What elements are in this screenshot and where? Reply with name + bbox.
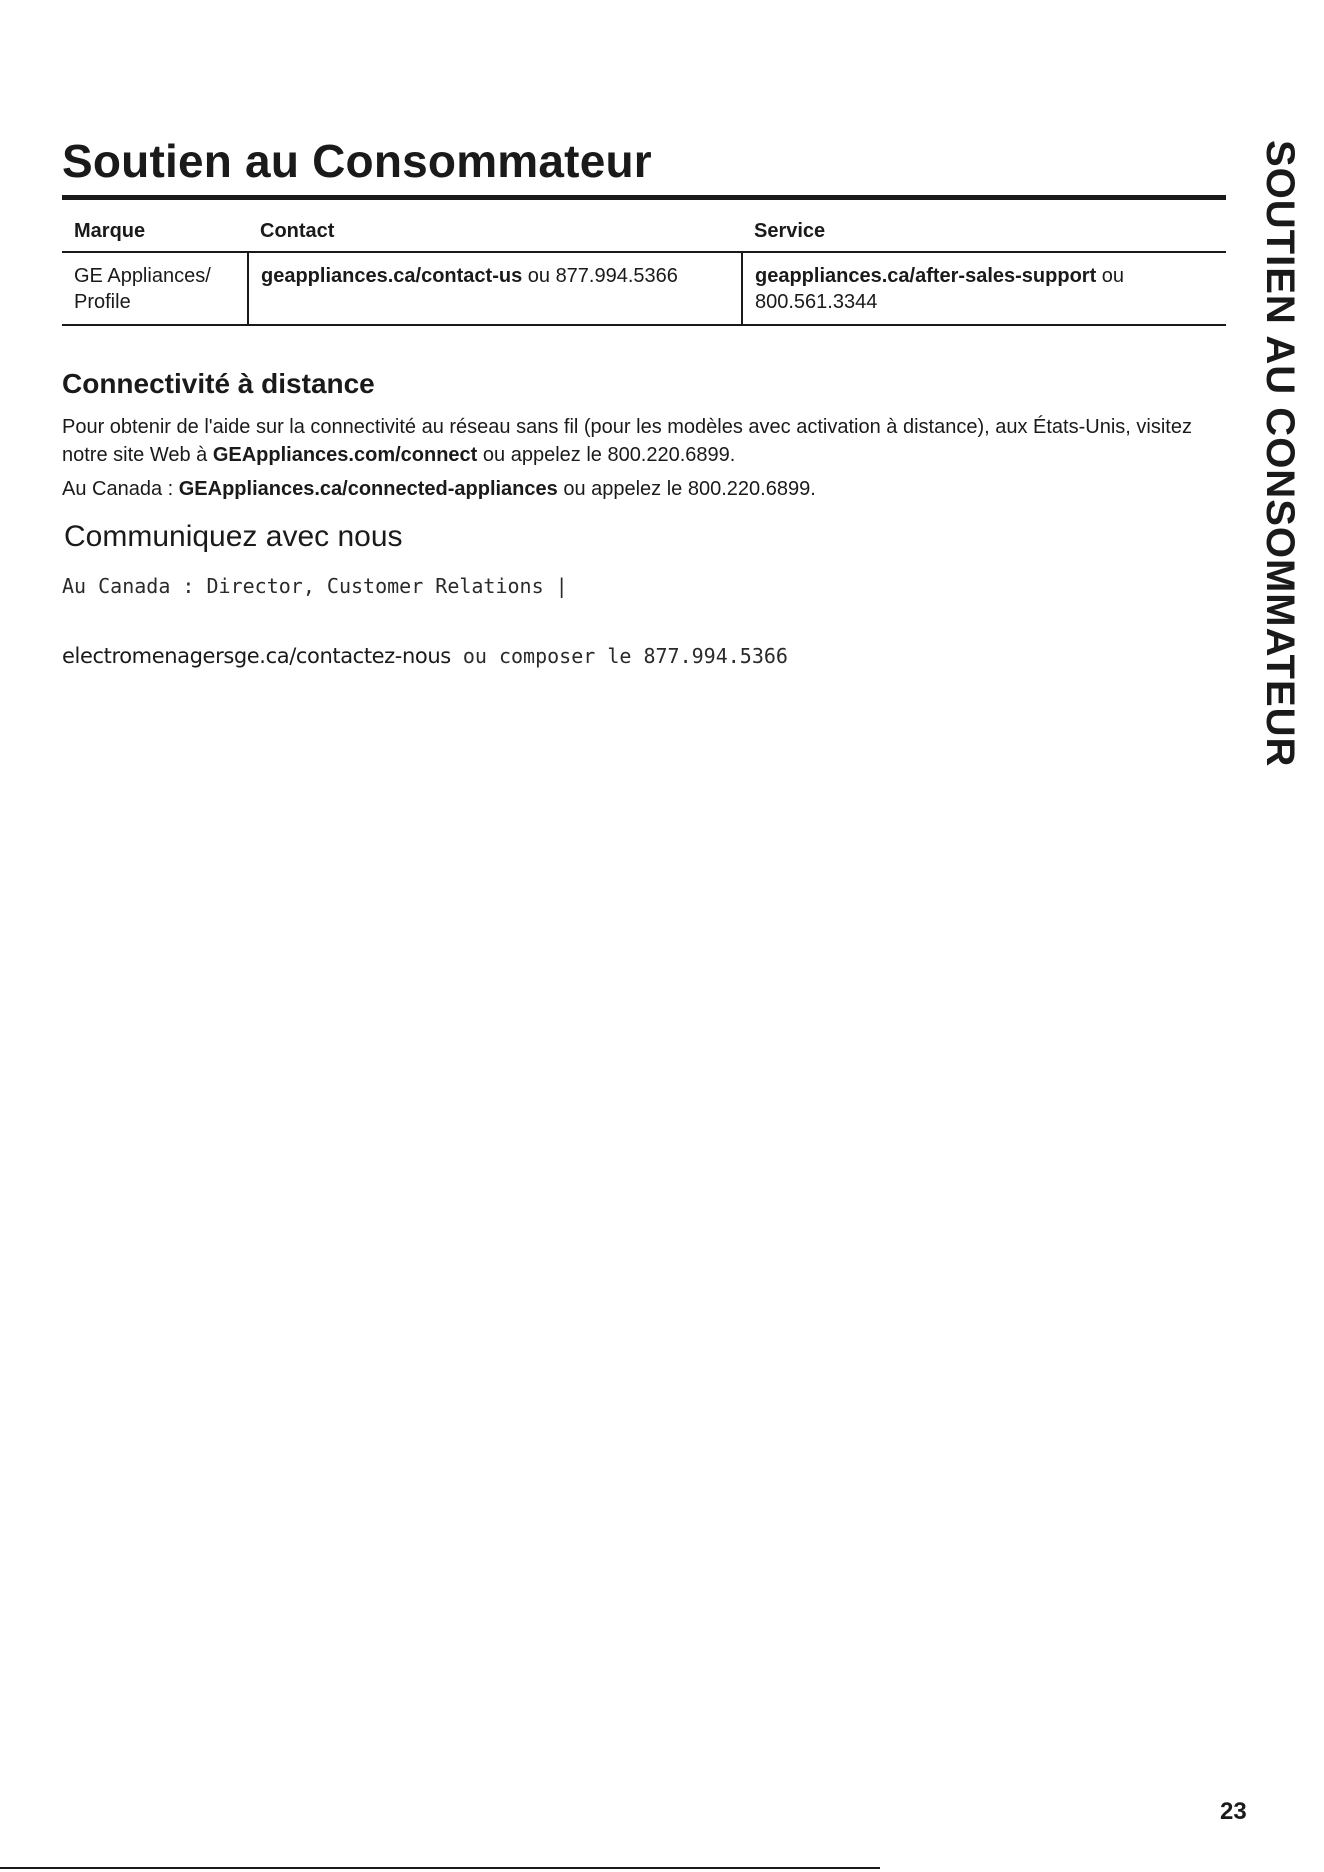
- brand-line1: GE Appliances/: [74, 265, 211, 287]
- connectivity-us-tail: ou appelez le 800.220.6899.: [477, 443, 736, 466]
- contact-us-phone-text: ou composer le 877.994.5366: [450, 644, 788, 668]
- header-service: Service: [742, 214, 1226, 252]
- title-divider: [62, 195, 1226, 200]
- contact-phone-text: ou 877.994.5366: [522, 265, 678, 287]
- connectivity-heading: Connectivité à distance: [62, 368, 375, 399]
- contact-us-link[interactable]: electromenagersge.ca/contactez-nous: [62, 644, 451, 668]
- service-or-text: ou: [1096, 265, 1125, 287]
- contact-us-canada-line: Au Canada : Director, Customer Relations |: [62, 574, 568, 598]
- connectivity-ca-text: Au Canada :: [62, 478, 179, 500]
- contact-url-link[interactable]: geappliances.ca/contact-us: [261, 265, 523, 287]
- header-brand: Marque: [62, 214, 248, 252]
- contact-cell: [248, 252, 742, 325]
- contact-us-web-line: [62, 646, 788, 667]
- service-phone: 800.561.3344: [755, 291, 878, 314]
- connectivity-paragraph-canada: [62, 476, 1212, 504]
- brand-line2: Profile: [74, 291, 131, 314]
- table-header-row: [62, 214, 1226, 252]
- connectivity-us-link[interactable]: GEAppliances.com/connect: [212, 443, 478, 466]
- service-url-link[interactable]: geappliances.ca/after-sales-support: [755, 265, 1097, 287]
- table-row: [62, 252, 1226, 325]
- service-cell: [742, 252, 1226, 325]
- side-section-title: SOUTIEN AU CONSOMMATEUR: [1258, 140, 1302, 768]
- connectivity-ca-tail: ou appelez le 800.220.6899.: [557, 478, 816, 500]
- support-table: [62, 214, 1226, 326]
- brand-cell: [62, 252, 248, 325]
- page-title: Soutien au Consommateur: [62, 135, 652, 187]
- connectivity-paragraph-us: [62, 414, 1212, 469]
- contact-us-heading: Communiquez avec nous: [64, 520, 403, 553]
- connectivity-ca-link[interactable]: GEAppliances.ca/connected-appliances: [178, 478, 558, 500]
- page-number: 23: [1220, 1798, 1247, 1825]
- connectivity-us-text: Pour obtenir de l'aide sur la connectivité au réseau sans fil (pour les modèles avec activation à distance), aux États-Unis, visitez notre site Web à: [62, 416, 1192, 466]
- footer-divider: [0, 1867, 880, 1869]
- header-contact: Contact: [248, 214, 742, 252]
